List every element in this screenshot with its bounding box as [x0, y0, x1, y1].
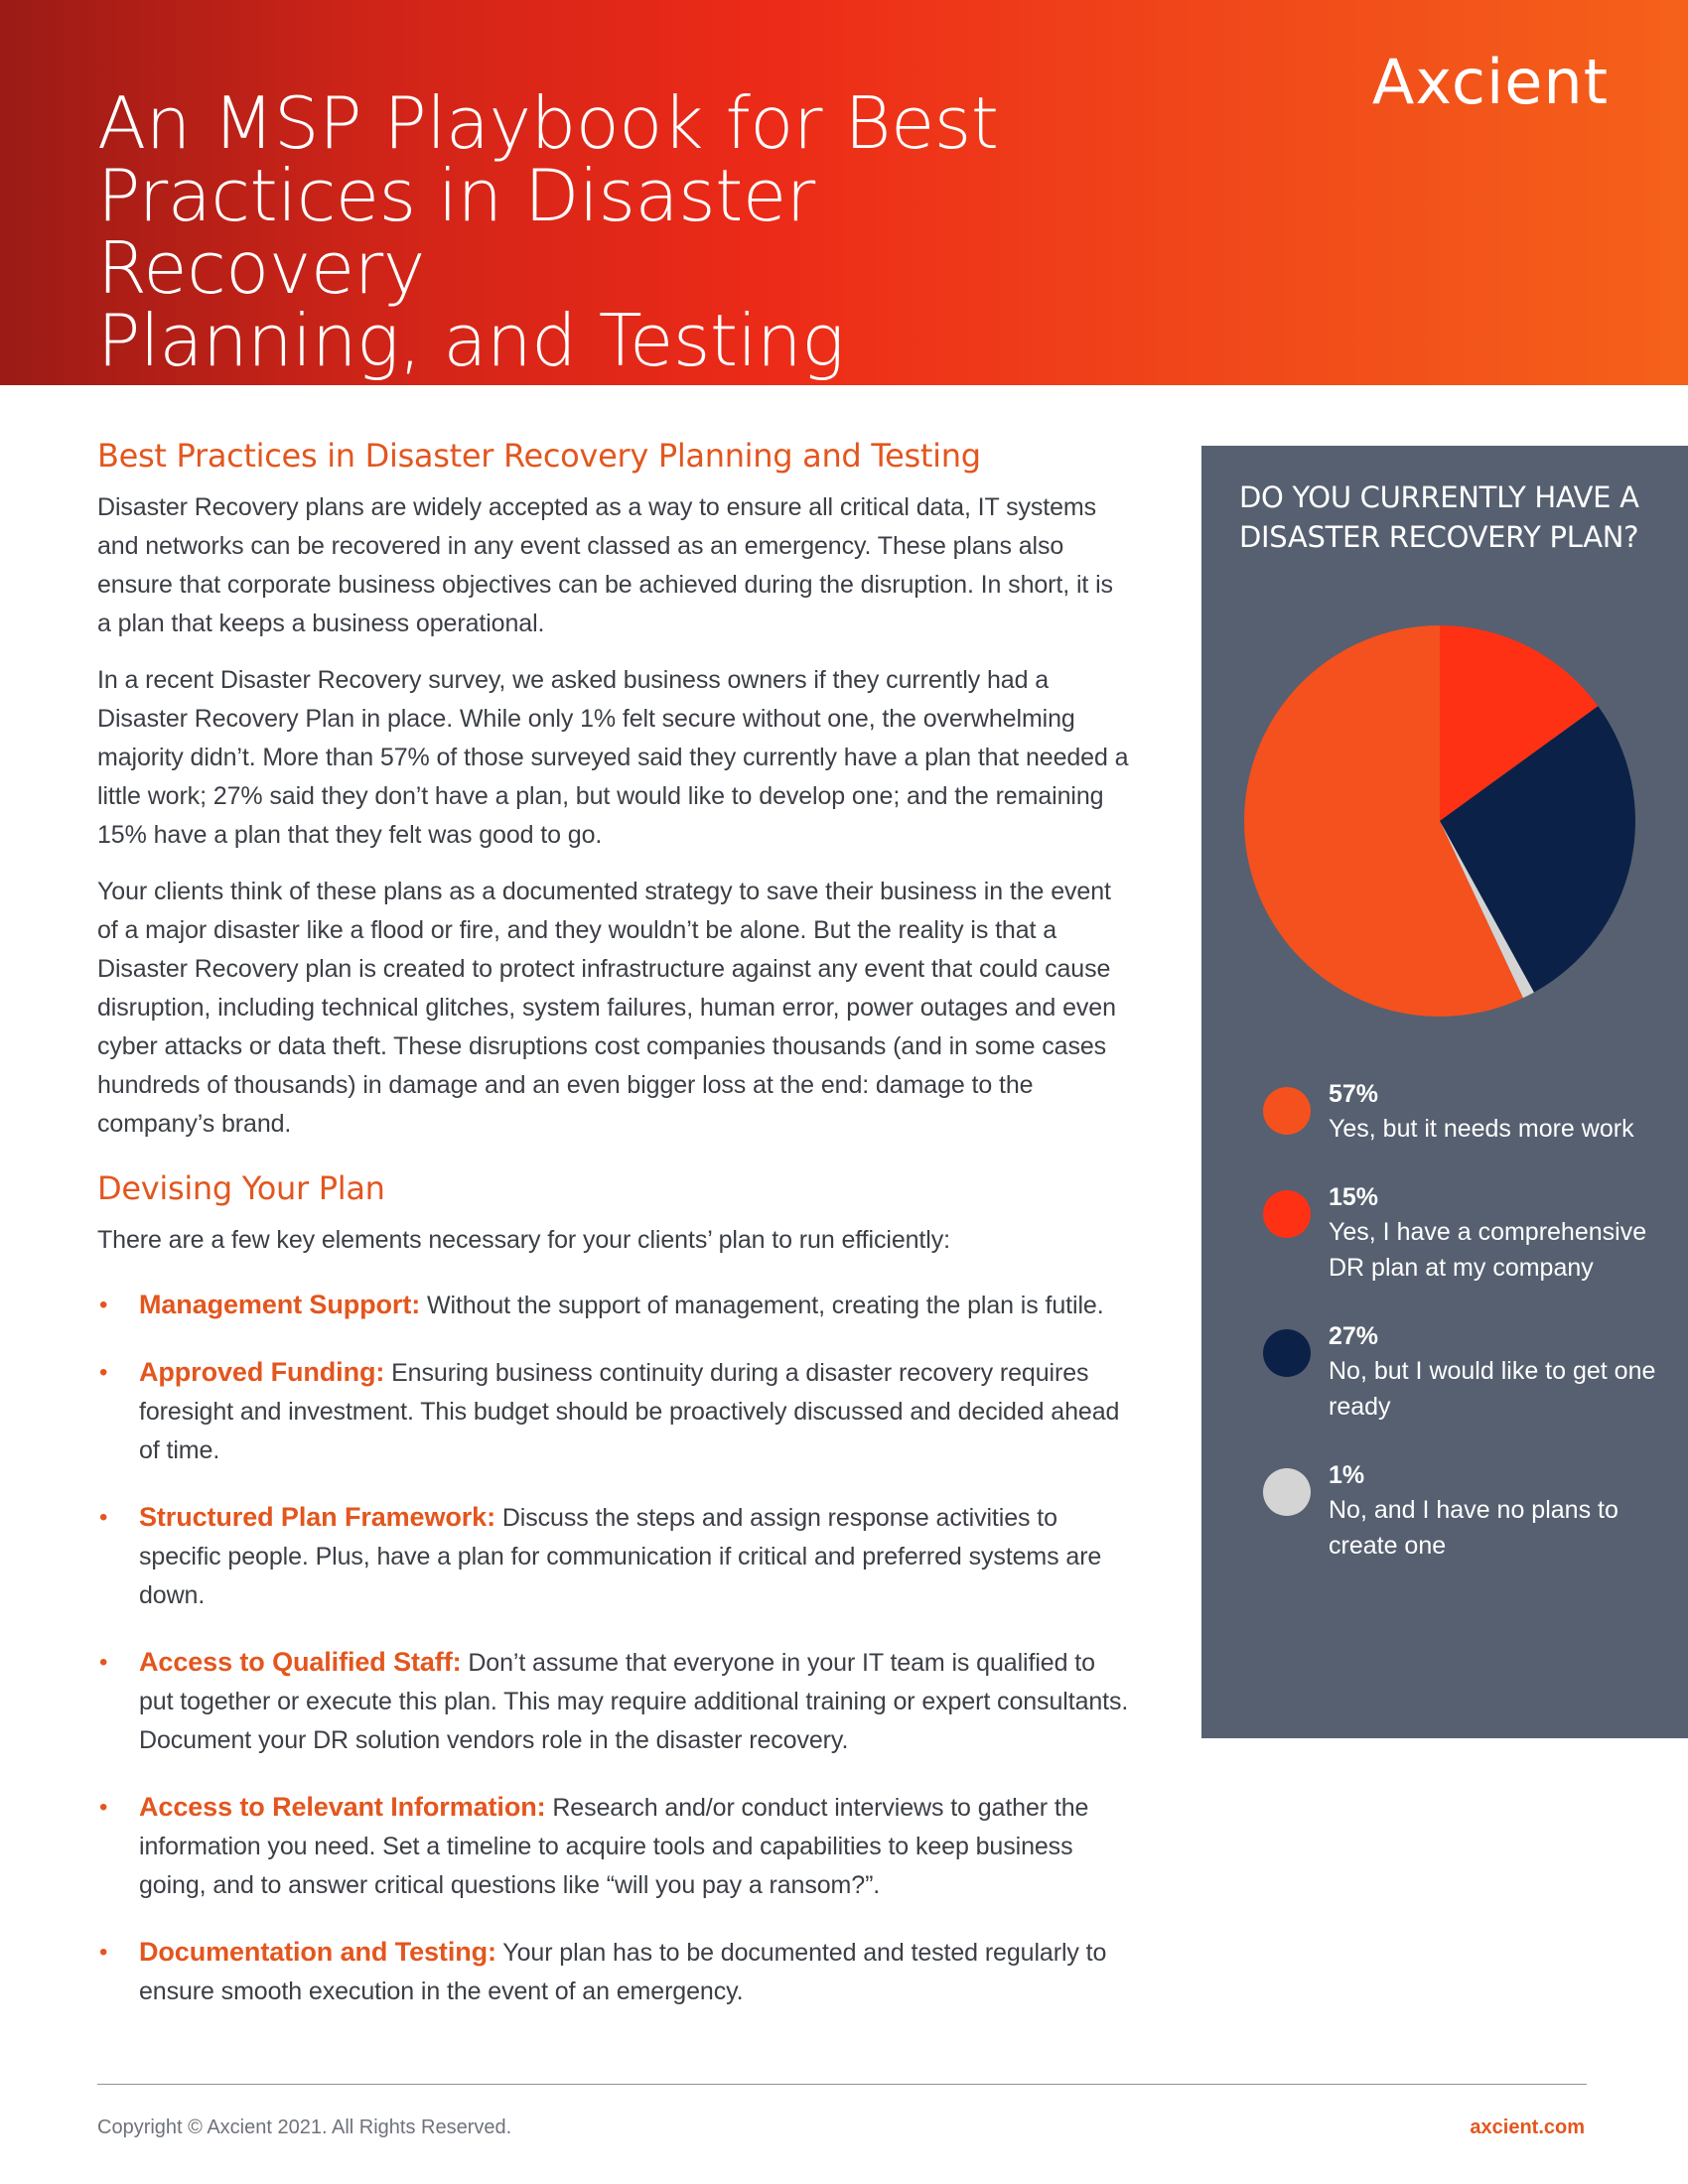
list-item: [97, 1353, 1130, 1470]
axcient-logo: Axcient: [1371, 46, 1609, 118]
paragraph: Disaster Recovery plans are widely accepted as a way to ensure all critical data, IT systems and networks can be recovered in any event classed as an emergency. These plans also ensure that corporate business objectives can be achieved during the disruption. In short, it is a plan that keeps a business operational.: [97, 493, 1113, 637]
chart-legend: [1263, 1077, 1680, 1597]
legend-item: [1263, 1319, 1680, 1425]
legend-swatch: [1263, 1190, 1311, 1238]
item-text: Discuss the steps and assign response activities to specific people. Plus, have a plan for communication if critical and preferred systems are down.: [139, 1504, 1102, 1609]
item-term: Structured Plan Framework:: [139, 1502, 495, 1532]
legend-item: [1263, 1077, 1680, 1147]
legend-label: Yes, I have a comprehensive DR plan at my company: [1329, 1218, 1647, 1282]
list-item: [97, 1788, 1130, 1905]
item-term: Access to Qualified Staff:: [139, 1647, 462, 1677]
legend-percent: 15%: [1329, 1183, 1379, 1211]
list-item: [97, 1643, 1130, 1760]
list-item: [97, 1498, 1130, 1615]
section-heading: Best Practices in Disaster Recovery Planning and Testing: [97, 437, 981, 475]
section-heading: Devising Your Plan: [97, 1169, 385, 1207]
bullet-icon: •: [99, 1292, 108, 1318]
item-term: Documentation and Testing:: [139, 1937, 496, 1967]
title-line: Practices in Disaster Recovery: [97, 154, 815, 310]
key-elements-list: [97, 1286, 1130, 2011]
bullet-icon: •: [99, 1939, 108, 1966]
header-banner: [0, 0, 1688, 385]
item-term: Access to Relevant Information:: [139, 1792, 546, 1822]
legend-percent: 27%: [1329, 1322, 1379, 1350]
legend-percent: 57%: [1329, 1080, 1379, 1108]
survey-panel: [1201, 446, 1688, 1738]
legend-swatch: [1263, 1468, 1311, 1516]
item-text: Research and/or conduct interviews to gather the information you need. Set a timeline to acquire tools and capabilities to keep business going, and to answer critical questions like “will you pay a ransom?”.: [139, 1794, 1089, 1899]
bullet-icon: •: [99, 1794, 108, 1821]
footer-divider: [97, 2084, 1587, 2085]
legend-percent: 1%: [1329, 1461, 1365, 1489]
legend-item: [1263, 1458, 1680, 1564]
website-link[interactable]: axcient.com: [1470, 2116, 1585, 2138]
list-item: [97, 1286, 1130, 1325]
main-content: [97, 437, 1130, 2039]
item-text: Without the support of management, creating the plan is futile.: [420, 1292, 1104, 1319]
bullet-icon: •: [99, 1359, 108, 1386]
paragraph: Your clients think of these plans as a documented strategy to save their business in the event of a major disaster like a flood or fire, and they wouldn’t be alone. But the reality is that a Disaster Recovery plan is created to protect infrastructure against any event that could cause disruption, including technical glitches, system failures, human error, power outages and even cyber attacks or data theft. These disruptions cost companies thousands (and in some cases hundreds of thousands) in damage and an even bigger loss at the end: damage to the company’s brand.: [97, 878, 1116, 1138]
page-title: [97, 81, 1090, 382]
item-term: Management Support:: [139, 1290, 421, 1319]
title-line: Planning, and Testing: [97, 299, 844, 382]
paragraph: In a recent Disaster Recovery survey, we asked business owners if they currently had a Disaster Recovery Plan in place. While only 1% felt secure without one, the overwhelming majority didn’t. More than 57% of those surveyed said they currently have a plan that needed a little work; 27% said they don’t have a plan, but would like to develop one; and the remaining 15% have a plan that they felt was good to go.: [97, 666, 1129, 849]
survey-question: DO YOU CURRENTLY HAVE A DISASTER RECOVERY PLAN?: [1239, 480, 1639, 554]
legend-label: Yes, but it needs more work: [1329, 1115, 1634, 1143]
bullet-icon: •: [99, 1649, 108, 1676]
title-line: An MSP Playbook for Best: [97, 81, 999, 165]
item-text: Ensuring business continuity during a disaster recovery requires foresight and investment. This budget should be proactively discussed and decided ahead of time.: [139, 1359, 1120, 1464]
legend-label: No, and I have no plans to create one: [1329, 1496, 1618, 1560]
legend-swatch: [1263, 1087, 1311, 1135]
legend-item: [1263, 1180, 1680, 1286]
item-text: Don’t assume that everyone in your IT team is qualified to put together or execute this plan. This may require additional training or expert consultants. Document your DR solution vendors role in the disaster recovery.: [139, 1649, 1129, 1754]
legend-swatch: [1263, 1329, 1311, 1377]
pie-chart: [1241, 622, 1638, 1020]
item-term: Approved Funding:: [139, 1357, 385, 1387]
copyright-text: Copyright © Axcient 2021. All Rights Reserved.: [97, 2116, 512, 2138]
bullet-icon: •: [99, 1504, 108, 1531]
list-item: [97, 1933, 1130, 2011]
item-text: Your plan has to be documented and tested regularly to ensure smooth execution in the event of an emergency.: [139, 1939, 1107, 2005]
legend-label: No, but I would like to get one ready: [1329, 1357, 1656, 1421]
intro-paragraph: There are a few key elements necessary for your clients’ plan to run efficiently:: [97, 1226, 950, 1254]
